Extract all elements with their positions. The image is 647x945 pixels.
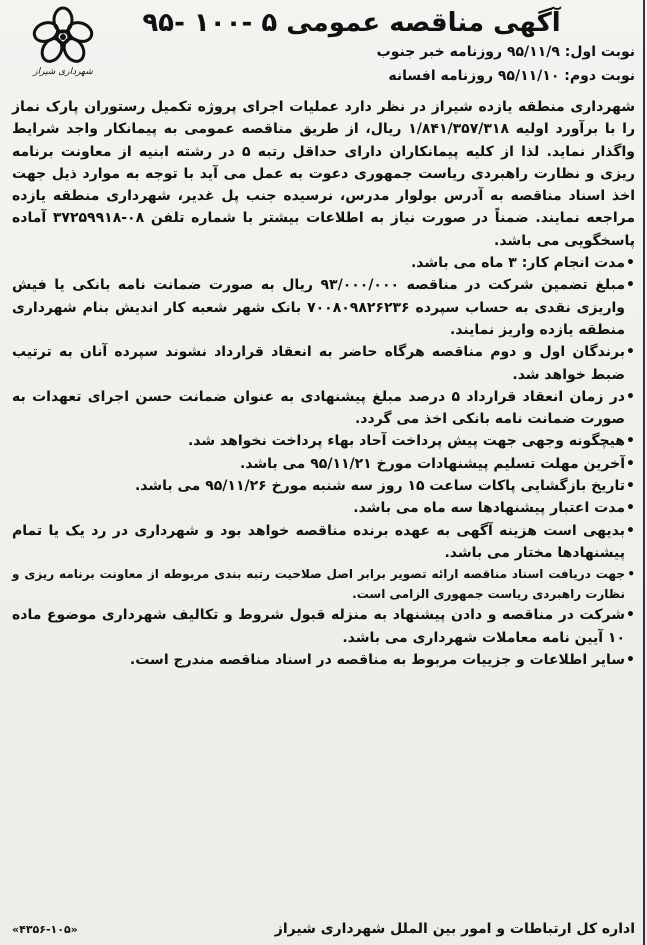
list-item: • در زمان انعقاد قرارداد ۵ درصد مبلغ پیشنهادی به عنوان ضمانت حسن اجرای تعهدات به صورت ضمانت نامه بانکی اخذ می گردد.: [12, 386, 635, 431]
list-item: • هیچگونه وجهی جهت پیش پرداخت آحاد بهاء پرداخت نخواهد شد.: [12, 430, 635, 452]
notice-code: «۴۳۵۶-۱۰۵»: [12, 922, 78, 936]
header: [12, 6, 635, 96]
list-item: • جهت دریافت اسناد مناقصه ارائه تصویر برابر اصل صلاحیت رتبه بندی مربوطه از معاونت برنامه ریزی و نظارت راهبردی ریاست جمهوری الزامی است.: [12, 564, 635, 604]
list-item: • آخرین مهلت تسلیم پیشنهادات مورخ ۹۵/۱۱/۲۱ می باشد.: [12, 453, 635, 475]
list-item: • سایر اطلاعات و جزییات مربوط به مناقصه در اسناد مناقصه مندرج است.: [12, 649, 635, 671]
list-item: • مدت اعتبار پیشنهادها سه ماه می باشد.: [12, 497, 635, 519]
notice-second: نوبت دوم: ۹۵/۱۱/۱۰ روزنامه افسانه: [388, 68, 635, 84]
list-item: • برندگان اول و دوم مناقصه هرگاه حاضر به انعقاد قرارداد نشوند سپرده آنان به ترتیب ضبط خواهد شد.: [12, 341, 635, 386]
municipality-logo: [18, 6, 108, 96]
conditions-list: [12, 252, 635, 671]
header-text: [108, 6, 635, 88]
list-item: • شرکت در مناقصه و دادن پیشنهاد به منزله قبول شروط و تکالیف شهرداری موضوع ماده ۱۰ آیین نامه معاملات شهرداری می باشد.: [12, 604, 635, 649]
list-item: • بدیهی است هزینه آگهی به عهده برنده مناقصه خواهد بود و شهرداری در رد یک یا تمام پیشنهادها مختار می باشد.: [12, 520, 635, 565]
intro-paragraph: شهرداری منطقه یازده شیراز در نظر دارد عملیات اجرای پروژه تکمیل رستوران پارک نماز را با برآورد اولیه ۱/۸۴۱/۳۵۷/۳۱۸ ریال، از طریق مناقصه عمومی به پیمانکار واجد شرایط واگذار نماید. لذا از کلیه پیمانکاران دارای حداقل رتبه ۵ در رشته ابنیه از معاونت برنامه ریزی و نظارت راهبردی ریاست جمهوری دعوت به عمل می آید با توجه به موارد ذیل جهت اخذ اسناد مناقصه به آدرس بولوار مدرس، نرسیده جنب پل غدیر، شهرداری منطقه یازده مراجعه نمایند. ضمناً در صورت نیاز به اطلاعات بیشتر با شماره تلفن ۰۸-۳۷۲۵۹۹۱۸ آماده پاسخگویی می باشد.: [12, 99, 636, 249]
right-border-line: [643, 0, 645, 945]
page-title: آگهی مناقصه عمومی ۵ -۱۰۰ -۹۵: [142, 8, 561, 38]
issuer-name: اداره کل ارتباطات و امور بین الملل شهرداری شیراز: [274, 921, 635, 937]
logo-caption: شهرداری شیراز: [33, 67, 93, 77]
list-item: • تاریخ بازگشایی پاکات ساعت ۱۵ روز سه شنبه مورخ ۹۵/۱۱/۲۶ می باشد.: [12, 475, 635, 497]
footer: [12, 921, 635, 937]
flower-logo-icon: [28, 6, 98, 66]
list-item: • مبلغ تضمین شرکت در مناقصه ۹۳/۰۰۰/۰۰۰ ریال به صورت ضمانت نامه بانکی یا فیش واریزی نقدی به حساب سپرده ۷۰۰۸۰۹۸۲۶۲۳۶ بانک شهر شعبه کار اندیش بنام شهرداری منطقه یازده واریز نمایند.: [12, 274, 635, 341]
list-item: • مدت انجام کار: ۳ ماه می باشد.: [12, 252, 635, 274]
notice-first: نوبت اول: ۹۵/۱۱/۹ روزنامه خبر جنوب: [376, 44, 635, 60]
